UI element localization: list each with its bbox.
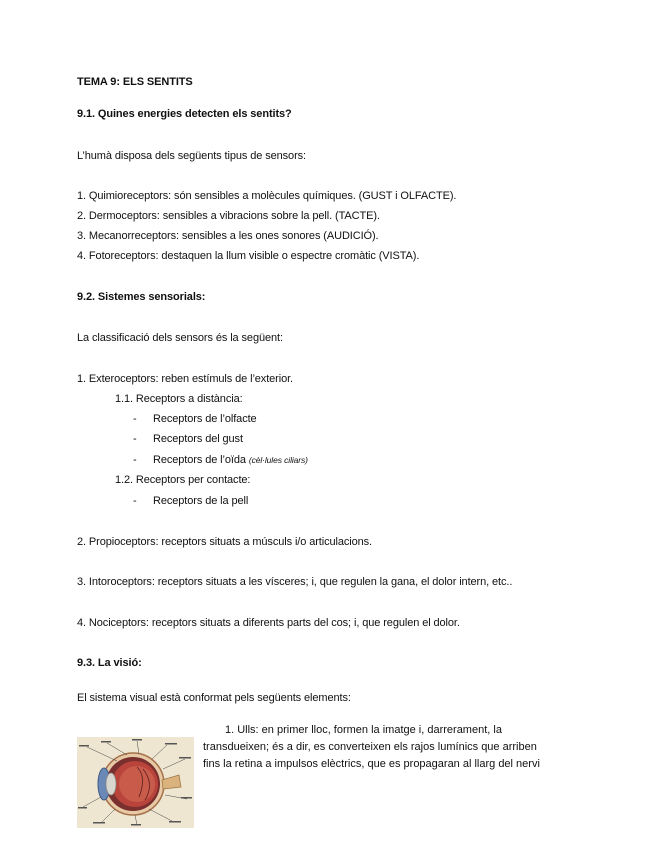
s91-item-3: 3. Mecanorreceptors: sensibles a les ones sonores (AUDICIÓ).: [77, 230, 379, 242]
receptors-pell: Receptors de la pell: [153, 495, 249, 507]
bullet-dash: -: [133, 413, 137, 425]
heading-9-2: 9.2. Sistemes sensorials:: [77, 291, 206, 303]
ulls-line-1: 1. Ulls: en primer lloc, formen la imatge i, darrerament, la: [225, 724, 502, 736]
receptors-oida-line: [153, 454, 308, 466]
bullet-dash: -: [133, 433, 137, 445]
receptors-olfacte: Receptors de l’olfacte: [153, 413, 257, 425]
eye-cross-section-illustration: [77, 737, 194, 828]
heading-9-1: 9.1. Quines energies detecten els sentits?: [77, 108, 292, 120]
intoroceptors-line: 3. Intoroceptors: receptors situats a les vísceres; i, que regulen la gana, el dolor intern, etc..: [77, 576, 513, 588]
receptors-gust: Receptors del gust: [153, 433, 243, 445]
ulls-line-2: transdueixen; és a dir, es converteixen els rajos lumínics que arriben: [203, 741, 537, 753]
eye-anatomy-image: [77, 737, 194, 828]
s91-item-4: 4. Fotoreceptors: destaquen la llum visible o espectre cromàtic (VISTA).: [77, 250, 420, 262]
nociceptors-line: 4. Nociceptors: receptors situats a diferents parts del cos; i, que regulen el dolor.: [77, 617, 460, 629]
ulls-line-3: fins la retina a impulsos elèctrics, que es propagaran al llarg del nervi: [203, 758, 540, 770]
exteroceptors-line: 1. Exteroceptors: reben estímuls de l’exterior.: [77, 373, 294, 385]
bullet-dash: -: [133, 454, 137, 466]
s93-intro: El sistema visual està conformat pels següents elements:: [77, 692, 351, 704]
s91-item-2: 2. Dermoceptors: sensibles a vibracions sobre la pell. (TACTE).: [77, 210, 380, 222]
heading-9-3: 9.3. La visió:: [77, 657, 142, 669]
bullet-dash: -: [133, 495, 137, 507]
receptors-contacte: 1.2. Receptors per contacte:: [115, 474, 251, 486]
propioceptors-line: 2. Propioceptors: receptors situats a músculs i/o articulacions.: [77, 536, 373, 548]
s92-intro: La classificació dels sensors és la següent:: [77, 332, 283, 344]
ulls-paragraph: [203, 722, 573, 773]
s91-intro: L’humà disposa dels següents tipus de sensors:: [77, 150, 306, 162]
receptors-distancia: 1.1. Receptors a distància:: [115, 393, 243, 405]
receptors-oida: Receptors de l’oïda: [153, 454, 246, 466]
oida-note: (cèl·lules ciliars): [248, 455, 308, 465]
doc-title: TEMA 9: ELS SENTITS: [77, 76, 193, 88]
s91-item-1: 1. Quimioreceptors: són sensibles a molècules químiques. (GUST i OLFACTE).: [77, 190, 457, 202]
